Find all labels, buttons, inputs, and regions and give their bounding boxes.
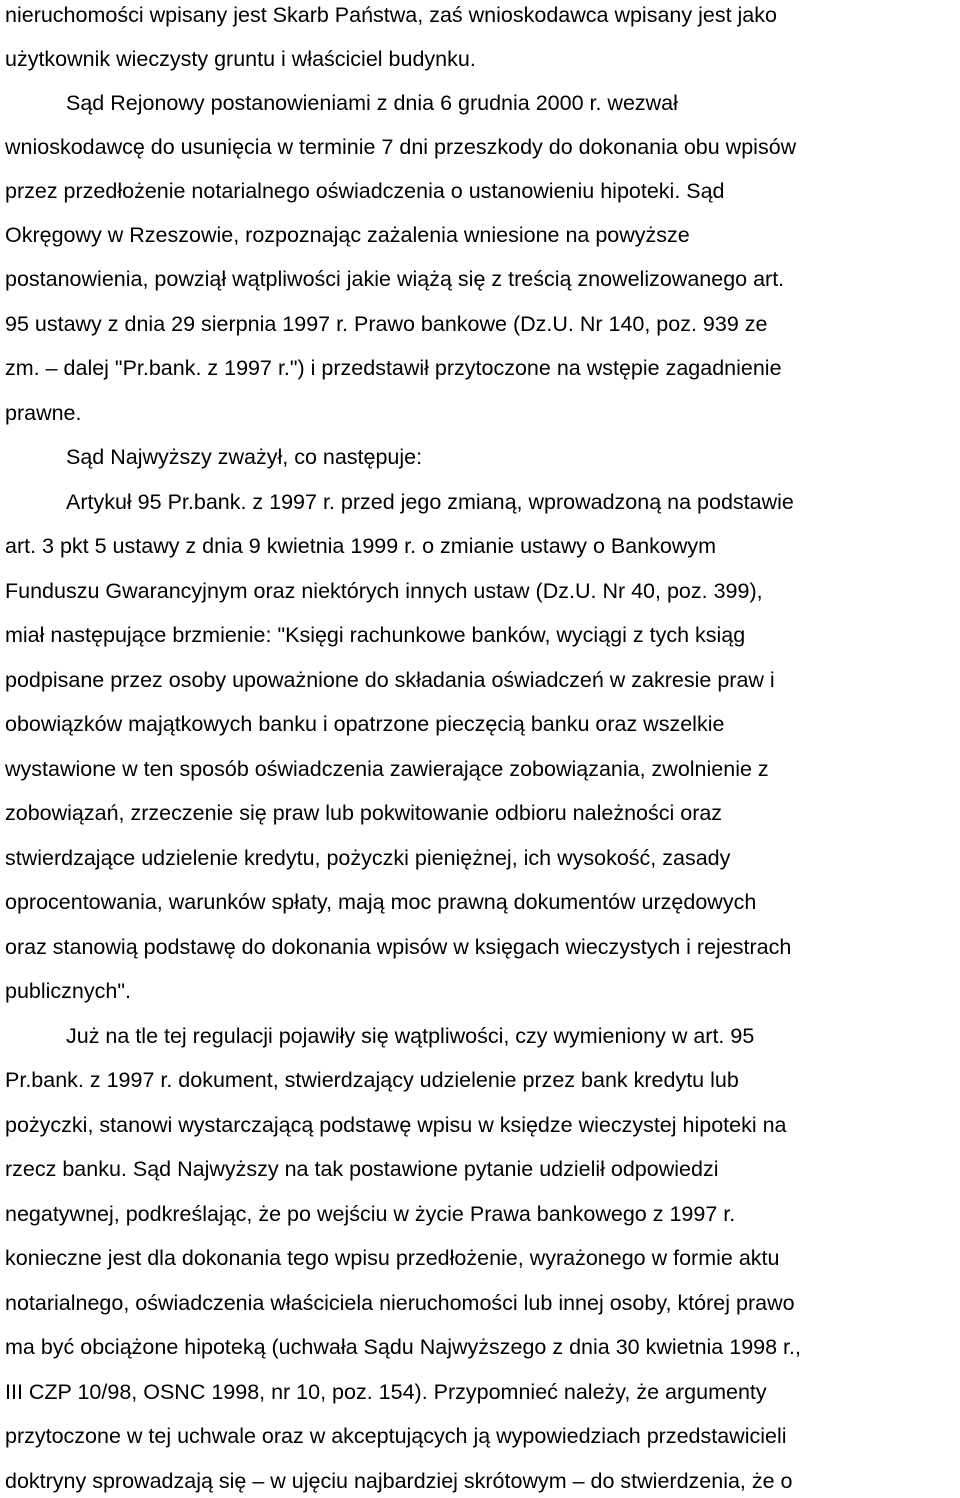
text-line: przytoczone w tej uchwale oraz w akceptujących ją wypowiedziach przedstawicieli: [5, 1424, 787, 1448]
text-line: Funduszu Gwarancyjnym oraz niektórych innych ustaw (Dz.U. Nr 40, poz. 399),: [5, 579, 763, 603]
text-line: miał następujące brzmienie: "Księgi rachunkowe banków, wyciągi z tych ksiąg: [5, 623, 746, 647]
text-line: zm. – dalej "Pr.bank. z 1997 r.") i przedstawił przytoczone na wstępie zagadnienie: [5, 356, 782, 380]
text-line: nieruchomości wpisany jest Skarb Państwa, zaś wnioskodawca wpisany jest jako: [5, 3, 777, 27]
text-line: oraz stanowią podstawę do dokonania wpisów w księgach wieczystych i rejestrach: [5, 935, 792, 959]
text-line: konieczne jest dla dokonania tego wpisu przedłożenie, wyrażonego w formie aktu: [5, 1246, 780, 1270]
text-line: wystawione w ten sposób oświadczenia zawierające zobowiązania, zwolnienie z: [5, 757, 769, 781]
text-line: negatywnej, podkreślając, że po wejściu w życie Prawa bankowego z 1997 r.: [5, 1202, 736, 1226]
text-line: Artykuł 95 Pr.bank. z 1997 r. przed jego zmianą, wprowadzoną na podstawie: [66, 490, 794, 514]
text-line: notarialnego, oświadczenia właściciela nieruchomości lub innej osoby, której prawo: [5, 1291, 795, 1315]
text-line: wnioskodawcę do usunięcia w terminie 7 dni przeszkody do dokonania obu wpisów: [5, 135, 797, 159]
text-line: III CZP 10/98, OSNC 1998, nr 10, poz. 154). Przypomnieć należy, że argumenty: [5, 1380, 767, 1404]
text-line: zobowiązań, zrzeczenie się praw lub pokwitowanie odbioru należności oraz: [5, 801, 723, 825]
text-line: użytkownik wieczysty gruntu i właściciel budynku.: [5, 47, 476, 71]
section-heading: Sąd Najwyższy zważył, co następuje:: [66, 445, 423, 469]
text-line: Pr.bank. z 1997 r. dokument, stwierdzający udzielenie przez bank kredytu lub: [5, 1068, 739, 1092]
text-line: doktryny sprowadzają się – w ujęciu najbardziej skrótowym – do stwierdzenia, że o: [5, 1469, 793, 1493]
text-line: ma być obciążone hipoteką (uchwała Sądu Najwyższego z dnia 30 kwietnia 1998 r.,: [5, 1335, 801, 1359]
text-line: art. 3 pkt 5 ustawy z dnia 9 kwietnia 1999 r. o zmianie ustawy o Bankowym: [5, 534, 717, 558]
text-line: Sąd Rejonowy postanowieniami z dnia 6 grudnia 2000 r. wezwał: [66, 91, 678, 115]
text-line: Już na tle tej regulacji pojawiły się wątpliwości, czy wymieniony w art. 95: [66, 1024, 755, 1048]
text-line: publicznych".: [5, 979, 131, 1003]
text-line: przez przedłożenie notarialnego oświadczenia o ustanowieniu hipoteki. Sąd: [5, 179, 725, 203]
text-line: postanowienia, powziął wątpliwości jakie wiążą się z treścią znowelizowanego art.: [5, 267, 785, 291]
text-line: oprocentowania, warunków spłaty, mają moc prawną dokumentów urzędowych: [5, 890, 757, 914]
text-line: stwierdzające udzielenie kredytu, pożyczki pieniężnej, ich wysokość, zasady: [5, 846, 731, 870]
text-line: Okręgowy w Rzeszowie, rozpoznając zażalenia wniesione na powyższe: [5, 223, 690, 247]
text-line: rzecz banku. Sąd Najwyższy na tak postawione pytanie udzielił odpowiedzi: [5, 1157, 719, 1181]
text-line: podpisane przez osoby upoważnione do składania oświadczeń w zakresie praw i: [5, 668, 775, 692]
text-line: prawne.: [5, 401, 82, 425]
text-line: obowiązków majątkowych banku i opatrzone pieczęcią banku oraz wszelkie: [5, 712, 725, 736]
text-line: pożyczki, stanowi wystarczającą podstawę wpisu w księdze wieczystej hipoteki na: [5, 1113, 787, 1137]
text-line: 95 ustawy z dnia 29 sierpnia 1997 r. Prawo bankowe (Dz.U. Nr 140, poz. 939 ze: [5, 312, 768, 336]
